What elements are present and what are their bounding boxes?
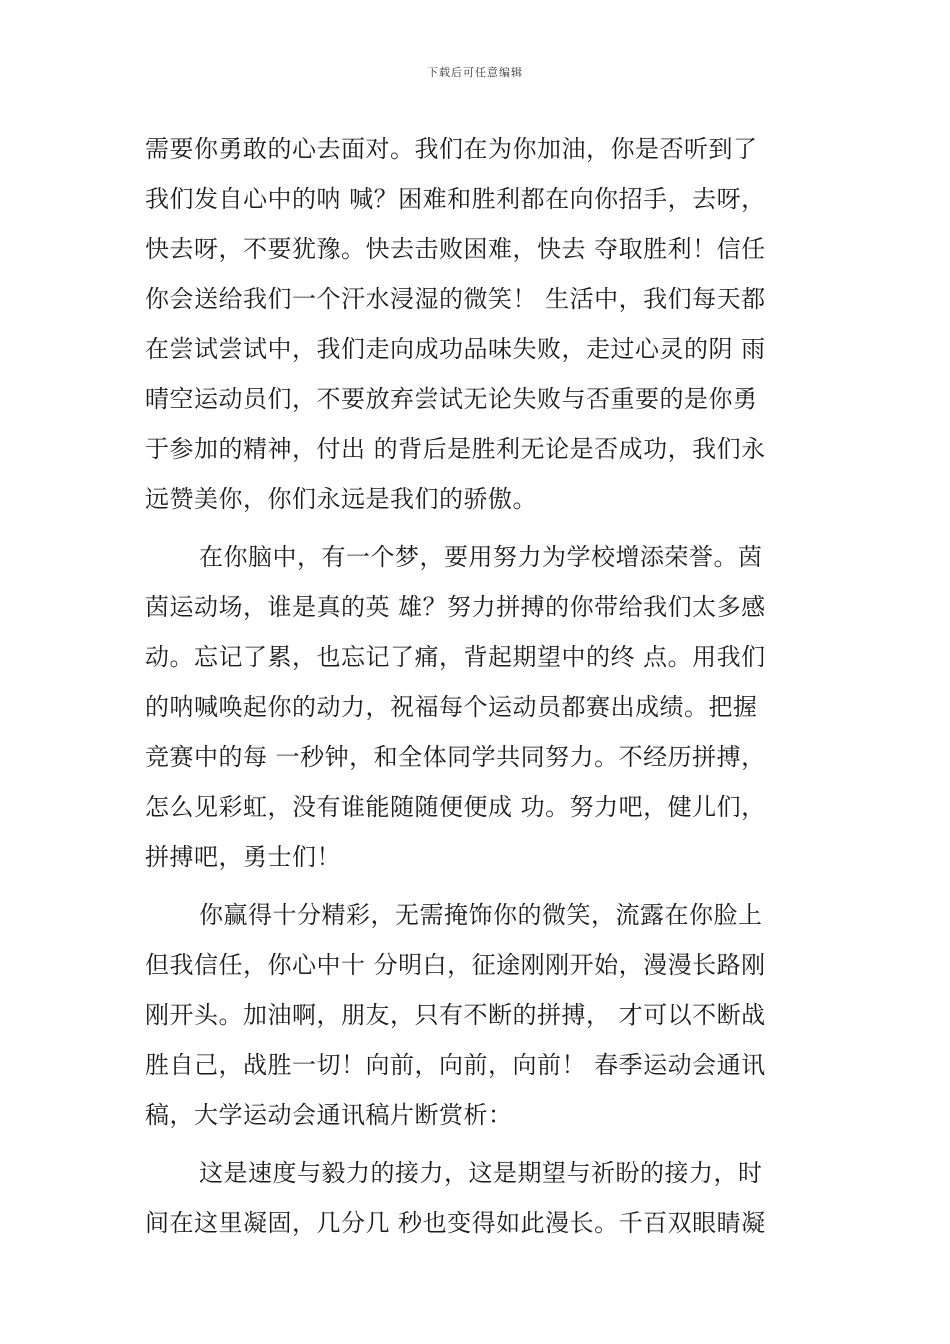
text-line: 竞赛中的每 一秒钟，和全体同学共同努力。不经历拼搏， [145,743,766,771]
text-line: 远赞美你，你们永远是我们的骄傲。 [145,485,537,513]
text-line: 你会送给我们一个汗水浸湿的微笑！ 生活中，我们每天都 [145,285,766,313]
text-line-indented: 在你脑中，有一个梦，要用努力为学校增添荣誉。茵 [199,543,763,571]
paragraph-1 [145,124,810,524]
text-line: 动。忘记了累，也忘记了痛，背起期望中的终 点。用我们 [145,643,766,671]
text-line: 胜自己，战胜一切！向前，向前，向前！ 春季运动会通讯 [145,1051,766,1079]
text-line: 快去呀，不要犹豫。快去击败困难，快去 夺取胜利！信任 [145,235,766,263]
page-header: 下载后可任意编辑 [427,66,523,79]
paragraph-4 [145,1148,810,1248]
text-line: 晴空运动员们，不要放弃尝试无论失败与否重要的是你勇 [145,385,758,413]
text-line: 在尝试尝试中，我们走向成功品味失败，走过心灵的阴 雨 [145,335,766,363]
paragraph-3 [145,890,810,1140]
text-line: 但我信任，你心中十 分明白，征途刚刚开始，漫漫长路刚 [145,951,766,979]
text-line: 拼搏吧，勇士们！ [145,843,341,871]
paragraph-gap [145,1140,810,1148]
document-body [145,124,810,1248]
text-line: 的呐喊唤起你的动力，祝福每个运动员都赛出成绩。把握 [145,693,758,721]
text-line: 稿，大学运动会通讯稿片断赏析： [145,1101,513,1129]
text-line: 于参加的精神，付出 的背后是胜利无论是否成功，我们永 [145,435,766,463]
paragraph-gap [145,524,810,532]
text-line-indented: 你赢得十分精彩，无需掩饰你的微笑，流露在你脸上 [199,901,763,929]
text-line: 怎么见彩虹，没有谁能随随便便成 功。努力吧，健儿们， [145,793,766,821]
text-line-indented: 这是速度与毅力的接力，这是期望与祈盼的接力，时 [199,1159,763,1187]
text-line: 茵运动场，谁是真的英 雄？努力拼搏的你带给我们太多感 [145,593,766,621]
text-line: 需要你勇敢的心去面对。我们在为你加油，你是否听到了 [145,135,758,163]
text-line: 刚开头。加油啊，朋友，只有不断的拼搏， 才可以不断战 [145,1001,766,1029]
text-line: 间在这里凝固，几分几 秒也变得如此漫长。千百双眼睛凝 [145,1209,766,1237]
text-line: 我们发自心中的呐 喊？困难和胜利都在向你招手，去呀， [145,185,766,213]
paragraph-2 [145,532,810,882]
paragraph-gap [145,882,810,890]
